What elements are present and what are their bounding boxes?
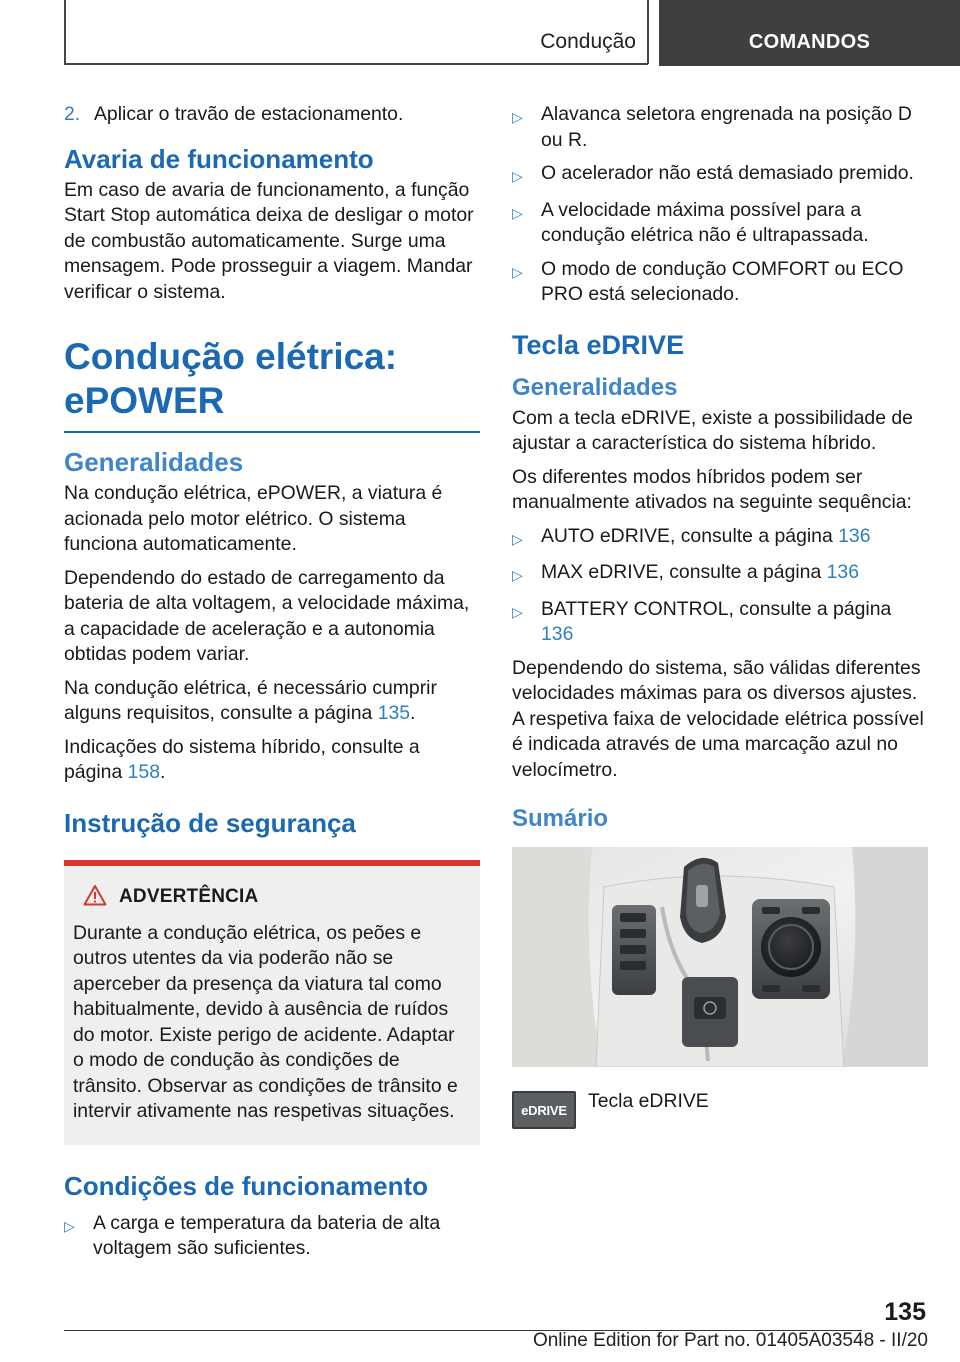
- warning-title: ADVERTÊNCIA: [119, 886, 259, 907]
- mode-text: AUTO eDRIVE, consulte a página: [541, 524, 839, 547]
- warning-header: [83, 884, 470, 911]
- triangle-bullet-icon: ▷: [512, 263, 523, 280]
- triangle-bullet-icon: ▷: [64, 1217, 75, 1234]
- header-rule-left: [64, 0, 66, 64]
- tecla-paragraph-2: Os diferentes modos híbridos podem ser manualmente ativados na seguinte sequência:: [512, 465, 912, 513]
- modes-list: [512, 524, 928, 648]
- header-section-title: Condução: [540, 30, 636, 53]
- condicoes-list-left: [64, 1211, 480, 1262]
- edrive-button-image: eDRIVE: [512, 1091, 576, 1129]
- generalidades-paragraph-1: Na condução elétrica, ePOWER, a viatura é acionada pelo motor elétrico. O sistema funciona automaticamente.: [64, 482, 443, 555]
- condicoes-list-right: [512, 102, 928, 308]
- tecla-edrive-heading: Tecla eDRIVE: [512, 329, 685, 360]
- header-rule-divider: [647, 0, 649, 64]
- center-console-photo: [512, 847, 928, 1067]
- list-item-text: O acelerador não está demasiado premido.: [541, 162, 914, 184]
- triangle-bullet-icon: ▷: [512, 204, 523, 221]
- list-item: [512, 161, 928, 190]
- mode-text: MAX eDRIVE, consulte a página: [541, 561, 827, 583]
- triangle-bullet-icon: ▷: [512, 603, 523, 620]
- list-item: [512, 524, 928, 553]
- list-item: [512, 257, 928, 308]
- paragraph-text: Indicações do sistema híbrido, consulte a página: [64, 735, 420, 783]
- avaria-paragraph: Em caso de avaria de funcionamento, a função Start Stop automática deixa de desligar o motor de combustão automaticamente. Surge uma mensagem. Pode prosseguir a viagem. Mandar verificar o sistema.: [64, 178, 474, 303]
- tecla-paragraph-3: Dependendo do sistema, são válidas diferentes velocidades máximas para os diversos ajustes. A respetiva faixa de velocidade elétrica possível é indicada através de uma marcação azul no velocímetro.: [512, 656, 924, 781]
- caption-row: [512, 1089, 928, 1129]
- right-column: [512, 102, 928, 1129]
- list-item-text: A velocidade máxima possível para a condução elétrica não é ultrapassada.: [541, 198, 869, 246]
- mode-text: BATTERY CONTROL, consulte a página: [541, 597, 892, 620]
- generalidades-heading-right: Generalidades: [512, 373, 678, 401]
- warning-triangle-icon: [83, 884, 107, 911]
- step-number: 2.: [64, 103, 81, 125]
- header-rule-bottom: [64, 63, 648, 65]
- header-chapter-tab: COMANDOS: [659, 0, 960, 66]
- paragraph-text: Na condução elétrica, é necessário cumprir alguns requisitos, consulte a página: [64, 676, 437, 724]
- page-link-136[interactable]: 136: [838, 524, 871, 547]
- list-item: [64, 1211, 480, 1262]
- triangle-bullet-icon: ▷: [512, 109, 523, 125]
- warning-text: Durante a condução elétrica, os peões e outros utentes da via poderão não se aperceber da presença da viatura tal como habitualmente, devido à ausência de ruídos do motor. Existe perigo de acidente. Adaptar o modo de condução às condições de trânsito. Observar as condições de trânsito e intervir ativamente nas respetivas situações.: [73, 921, 458, 1122]
- list-item: [512, 597, 928, 648]
- generalidades-paragraph-2: Dependendo do estado de carregamento da bateria de alta voltagem, a velocidade máxima, a capacidade de aceleração e a autonomia obtidas podem variar.: [64, 566, 470, 665]
- page-link-158[interactable]: 158: [127, 761, 160, 783]
- avaria-heading: Avaria de funcionamento: [64, 143, 374, 174]
- page-link-136[interactable]: 136: [541, 623, 574, 645]
- list-item: [512, 198, 928, 249]
- list-item: [512, 102, 928, 153]
- photo-caption: Tecla eDRIVE: [588, 1090, 709, 1112]
- safety-heading: Instrução de segurança: [64, 807, 356, 838]
- list-item-text: [541, 560, 928, 589]
- page-number: 135: [884, 1298, 926, 1326]
- generalidades-paragraph-3: [64, 676, 480, 727]
- left-column: [64, 102, 480, 1270]
- generalidades-heading: Generalidades: [64, 447, 244, 477]
- page-link-136[interactable]: 136: [826, 561, 859, 583]
- list-item-text: O modo de condução COMFORT ou ECO PRO está selecionado.: [541, 257, 904, 305]
- warning-box: [64, 860, 480, 1145]
- tecla-paragraph-1: Com a tecla eDRIVE, existe a possibilidade de ajustar a característica do sistema híbrido.: [512, 406, 913, 454]
- condicoes-heading: Condições de funcionamento: [64, 1170, 429, 1201]
- triangle-bullet-icon: ▷: [512, 168, 523, 184]
- footer-edition: Online Edition for Part no. 01405A03548 - II/20: [532, 1330, 928, 1351]
- list-item-text: [541, 524, 928, 553]
- triangle-bullet-icon: ▷: [512, 567, 523, 583]
- step-2: [64, 102, 480, 128]
- chapter-heading: Condução elétrica: ePOWER: [64, 335, 480, 433]
- list-item-text: [541, 597, 928, 648]
- paragraph-text: .: [410, 702, 416, 724]
- page-link-135[interactable]: 135: [377, 702, 411, 724]
- list-item-text: A carga e temperatura da bateria de alta voltagem são suficientes.: [93, 1211, 441, 1259]
- triangle-bullet-icon: ▷: [512, 530, 523, 547]
- sumario-heading: Sumário: [512, 805, 609, 832]
- generalidades-paragraph-4: [64, 735, 480, 786]
- step-text: Aplicar o travão de estacionamento.: [94, 103, 404, 125]
- paragraph-text: .: [159, 761, 166, 783]
- list-item-text: Alavanca seletora engrenada na posição D ou R.: [541, 103, 912, 151]
- list-item: [512, 560, 928, 589]
